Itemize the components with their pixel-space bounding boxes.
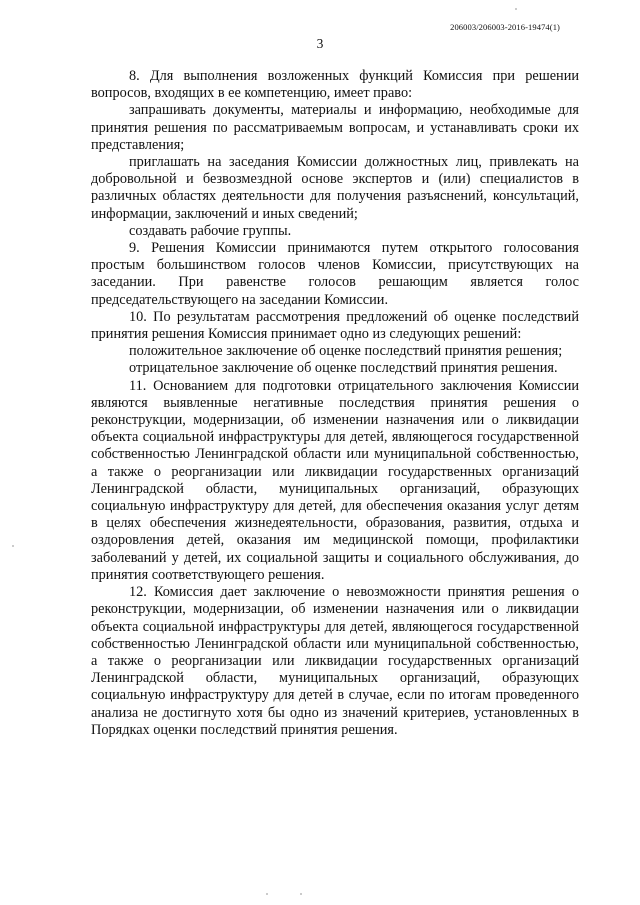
- paragraph-negative-conclusion: отрицательное заключение об оценке последствий принятия решения.: [129, 360, 558, 377]
- scan-speck: [300, 893, 302, 895]
- scan-speck: [515, 8, 517, 10]
- scan-speck: [266, 893, 268, 895]
- paragraph-right-create-groups: создавать рабочие группы.: [129, 222, 292, 239]
- page-number: 3: [316, 36, 324, 51]
- paragraph-10: 10. По результатам рассмотрения предложений об оценке последствий принятия решения Комиссия принимает одно из следующих решений:: [91, 308, 579, 343]
- paragraph-9: 9. Решения Комиссии принимаются путем открытого голосования простым большинством голосов членов Комиссии, присутствующих на заседании. При равенстве голосов решающим является голос председательствующего на заседании Комиссии.: [91, 240, 579, 308]
- document-body: [91, 68, 579, 739]
- paragraph-positive-conclusion: положительное заключение об оценке последствий принятия решения;: [129, 343, 563, 360]
- paragraph-12: 12. Комиссия дает заключение о невозможности принятия решения о реконструкции, модернизации, об изменении назначения или о ликвидации объекта социальной инфраструктуры для детей, являющегося государственной собственностью Ленинградской области или муниципальной собственностью, а также о реорганизации или ликвидации государственных организаций Ленинградской области, муниципальных организаций, образующих социальную инфраструктуру для детей в случае, если по итогам проведенного анализа не достигнуто хотя бы одно из значений критериев, установленных в Порядках оценки последствий принятия решения.: [91, 584, 579, 738]
- paragraph-8: 8. Для выполнения возложенных функций Комиссия при решении вопросов, входящих в ее компетенцию, имеет право:: [91, 68, 579, 102]
- paragraph-right-request-documents: запрашивать документы, материалы и информацию, необходимые для принятия решения по рассматриваемым вопросам, и устанавливать сроки их представления;: [91, 102, 579, 153]
- scan-speck: [12, 545, 14, 547]
- paragraph-right-invite-officials: приглашать на заседания Комиссии должностных лиц, привлекать на добровольной и безвозмездной основе экспертов и (или) специалистов в различных областях деятельности для получения разъяснений, консультаций, информации, заключений и иных сведений;: [91, 154, 579, 222]
- document-code: 206003/206003-2016-19474(1): [450, 22, 560, 32]
- paragraph-11: 11. Основанием для подготовки отрицательного заключения Комиссии являются выявленные негативные последствия принятия решения о реконструкции, модернизации, об изменении назначения или о ликвидации объекта социальной инфраструктуры для детей, являющегося государственной собственностью Ленинградской области или муниципальной собственностью, а также о реорганизации или ликвидации государственных организаций Ленинградской области, муниципальных организаций, образующих социальную инфраструктуру для детей, для обеспечения оказания услуг детям в целях обеспечения жизнедеятельности, образования, развития, отдыха и оздоровления детей, оказания им медицинской помощи, профилактики заболеваний у детей, их социальной защиты и социального обслуживания, до принятия соответствующего решения.: [91, 377, 579, 583]
